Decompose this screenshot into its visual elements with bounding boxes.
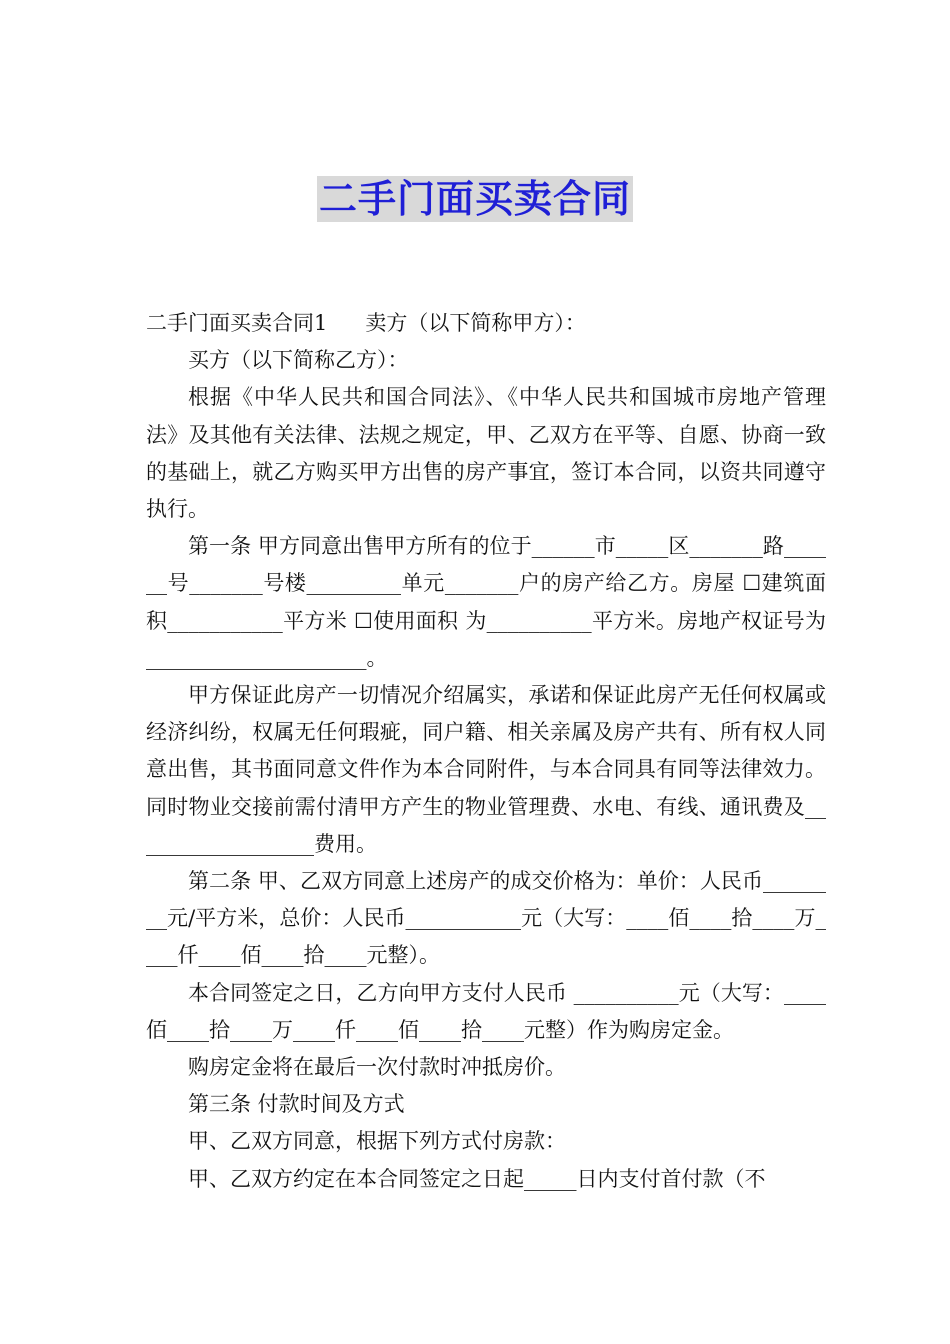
paragraph: 根据《中华人民共和国合同法》、《中华人民共和国城市房地产管理法》及其他有关法律、法规之规定，甲、乙双方在平等、自愿、协商一致的基础上，就乙方购买甲方出售的房产事宜，签订本合同，以资共同遵守执行。 xyxy=(146,385,826,522)
document-title: 二手门面买卖合同 xyxy=(318,177,631,221)
paragraph: 第三条 付款时间及方式 xyxy=(188,1092,405,1117)
paragraph: 第二条 甲、乙双方同意上述房产的成交价格为：单价：人民币________元/平方米，总价：人民币___________元（大写：____佰____拾____万____仟____佰____拾____元整）。 xyxy=(146,869,826,968)
paragraph: 买方（以下简称乙方）： xyxy=(188,348,409,373)
paragraph: 甲、乙双方约定在本合同签定之日起_____日内支付首付款（不 xyxy=(188,1166,766,1191)
paragraph: 本合同签定之日，乙方向甲方支付人民币 __________元（大写：____佰____拾____万____仟____佰____拾____元整）作为购房定金。 xyxy=(146,980,826,1042)
paragraph: 购房定金将在最后一次付款时冲抵房价。 xyxy=(188,1055,566,1080)
seller-line: 卖方（以下简称甲方）： xyxy=(365,311,586,335)
paragraph: 甲、乙双方同意，根据下列方式付房款： xyxy=(188,1129,566,1154)
paragraph: 第一条 甲方同意出售甲方所有的位于______市_____区_______路______号_______号楼_________单元_______户的房产给乙方。房屋 ☐建筑面积___________平方米 ☐使用面积 为__________平方米。房地产权证号为_____________________。 xyxy=(146,534,826,670)
section-heading-label: 二手门面买卖合同1 xyxy=(146,311,328,335)
title-block xyxy=(0,176,950,222)
document-body xyxy=(146,305,826,1198)
paragraph: 甲方保证此房产一切情况介绍属实，承诺和保证此房产无任何权属或经济纠纷，权属无任何瑕疵，同户籍、相关亲属及房产共有、所有权人同意出售，其书面同意文件作为本合同附件，与本合同具有同等法律效力。同时物业交接前需付清甲方产生的物业管理费、水电、有线、通讯费及__________________费用。 xyxy=(146,683,826,856)
heading-line xyxy=(146,305,826,342)
